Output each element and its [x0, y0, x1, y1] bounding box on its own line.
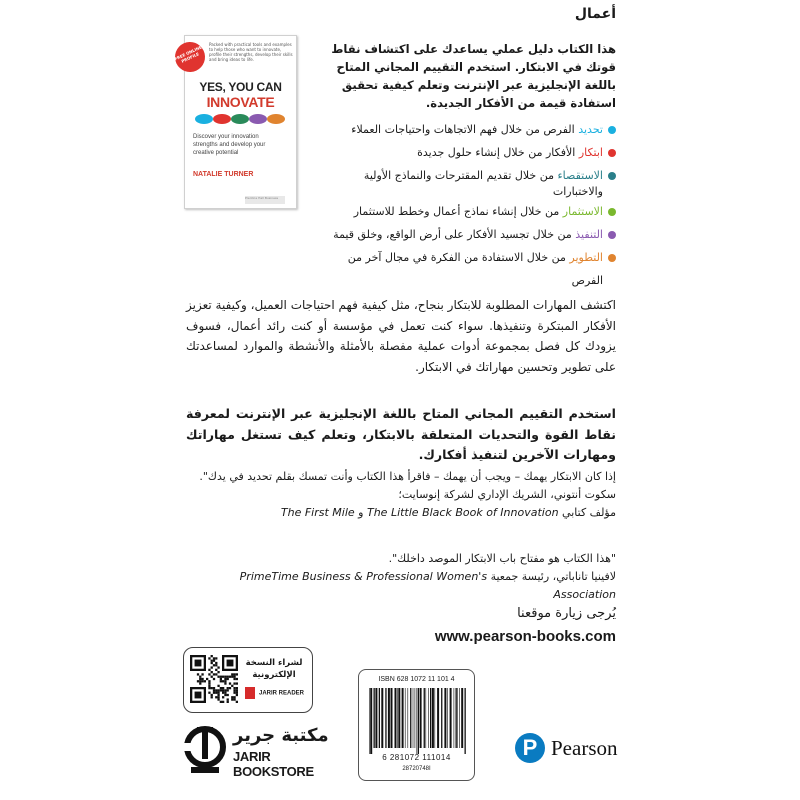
quote-text: إذا كان الابتكار يهمك – ويجب أن يهمك – فاقرأ هذا الكتاب وأنت تمسك بقلم تحديد في يدك".	[199, 470, 616, 483]
quote-book-title: The Little Black Book of Innovation	[366, 506, 559, 519]
feature-text: من خلال تجسيد الأفكار على أرض الواقع، وخلق قيمة	[333, 228, 576, 241]
feature-text: الأفكار من خلال إنشاء حلول جديدة	[417, 146, 579, 159]
quote-author: سكوت أنتوني، الشريك الإداري لشركة إنوسايت؛	[398, 488, 616, 501]
endorsement-quote-2	[186, 550, 616, 604]
feature-keyword: تحديد	[578, 123, 603, 136]
isbn-text: ISBN 628 1072 11 101 4	[378, 676, 455, 683]
quote-author-role: مؤلف كتابي	[562, 506, 616, 519]
ebook-purchase-box[interactable]	[183, 647, 313, 713]
ebook-label: لشراء النسخة الإلكترونية	[245, 658, 303, 680]
feature-list-item	[314, 141, 616, 164]
feature-keyword: ابتكار	[578, 146, 603, 159]
cover-dots	[195, 114, 285, 124]
feature-text: من خلال تقديم المقترحات والنماذج الأولية	[363, 169, 558, 182]
bullet-dot-icon	[608, 149, 616, 157]
feature-list-item	[314, 246, 616, 292]
jarir-reader-text: JARIR READER	[258, 690, 304, 697]
cover-blurb: Packed with practical tools and examples to help those who want to innovate, profile their strengths, develop their skills and bring ideas to life.	[209, 42, 293, 62]
feature-list-item	[314, 223, 616, 246]
feature-text: الفرص من خلال فهم الاتجاهات واحتياجات العملاء	[351, 123, 579, 136]
quote-text: "هذا الكتاب هو مفتاح باب الابتكار الموصد داخلك".	[388, 552, 616, 565]
book-cover-thumbnail	[173, 35, 297, 209]
quote-organization: PrimeTime Business & Professional Women's Association	[239, 570, 616, 601]
assessment-paragraph: استخدم التقييم المجاني المتاح باللغة الإنجليزية عبر الإنترنت لمعرفة نقاط القوة والتحديات المتعلقة بالابتكار، وتعلم كيف تستغل مهاراتك ومهارات الآخرين لتنفيذ أفكارك.	[186, 406, 616, 462]
feature-keyword: الاستثمار	[562, 205, 603, 218]
bullet-dot-icon	[608, 126, 616, 134]
pearson-p-icon: P	[515, 733, 545, 763]
jarir-bookstore-logo	[183, 723, 343, 783]
qr-code-icon[interactable]	[190, 655, 238, 703]
quote-author: لافينيا تاناباتي، رئيسة جمعية	[490, 570, 616, 583]
cover-publisher-logo: Prentice Hall Business	[245, 196, 285, 204]
feature-list-item	[314, 118, 616, 141]
cover-dot	[249, 114, 267, 124]
description-paragraph: اكتشف المهارات المطلوبة للابتكار بنجاح، مثل كيفية فهم احتياجات العميل، وكيفية تعزيز الأفكار المبتكرة وتنفيذها. سواء كنت تعمل في مؤسسة أو كنت رائد أعمال، فسوف يزودك كل فصل بمجموعة أدوات عملية مفصلة بالأمثلة والأنشطة والموارد لمساعدتك على تطوير وتحسين مهاراتك في الابتكار.	[186, 298, 616, 374]
barcode-number: 6 281072 111014	[382, 753, 451, 762]
bullet-dot-icon	[608, 231, 616, 239]
category-label: أعمال	[574, 6, 616, 22]
feature-text: من خلال إنشاء نماذج أعمال وخطط للاستثمار	[353, 205, 563, 218]
barcode-box	[358, 669, 475, 781]
cover-title-line1: YES, YOU CAN	[199, 80, 282, 94]
cover-author: NATALIE TURNER	[193, 171, 254, 178]
pearson-name: Pearson	[551, 736, 618, 760]
quote-book-title: The First Mile	[280, 506, 355, 519]
visit-label: يُرجى زيارة موقعنا	[517, 606, 616, 621]
jarir-reader-logo	[245, 687, 304, 699]
endorsement-quote-1	[186, 468, 616, 522]
barcode-icon	[367, 688, 467, 754]
bullet-dot-icon	[608, 172, 616, 180]
feature-list-item	[314, 200, 616, 223]
feature-list-item	[314, 183, 616, 200]
feature-keyword: التنفيذ	[575, 228, 603, 241]
cover-badge: FREE ONLINE PROFILE	[170, 37, 210, 77]
quote-conjunction: و	[358, 506, 364, 519]
jarir-name-english: JARIR BOOKSTORE	[233, 749, 314, 779]
bullet-dot-icon	[608, 208, 616, 216]
cover-dot	[195, 114, 213, 124]
feature-list	[314, 118, 616, 292]
jarir-name-arabic: مكتبة جرير	[233, 725, 329, 746]
feature-keyword: التطوير	[569, 251, 603, 264]
feature-text: والاختبارات	[552, 185, 603, 198]
intro-paragraph: هذا الكتاب دليل عملي يساعدك على اكتشاف نقاط قوتك في الابتكار. استخدم التقييم المجاني المتاح باللغة الإنجليزية عبر الإنترنت وتعلم كيفية تحقيق استفادة قيمة من الأفكار الجديدة.	[331, 42, 616, 110]
cover-dot	[213, 114, 231, 124]
website-link[interactable]: www.pearson-books.com	[434, 628, 616, 645]
jarir-emblem-icon	[183, 723, 227, 775]
cover-dot	[267, 114, 285, 124]
bullet-dot-icon	[608, 254, 616, 262]
book-icon	[245, 687, 255, 699]
barcode-code: 28720748I	[402, 766, 431, 772]
cover-subtitle: Discover your innovation strengths and develop your creative potential	[193, 134, 266, 156]
cover-dot	[231, 114, 249, 124]
feature-text: من خلال الاستفادة من الفكرة في مجال آخر من الفرص	[347, 251, 603, 287]
feature-keyword: الاستقصاء	[557, 169, 603, 182]
cover-title-line2: INNOVATE	[206, 94, 275, 110]
